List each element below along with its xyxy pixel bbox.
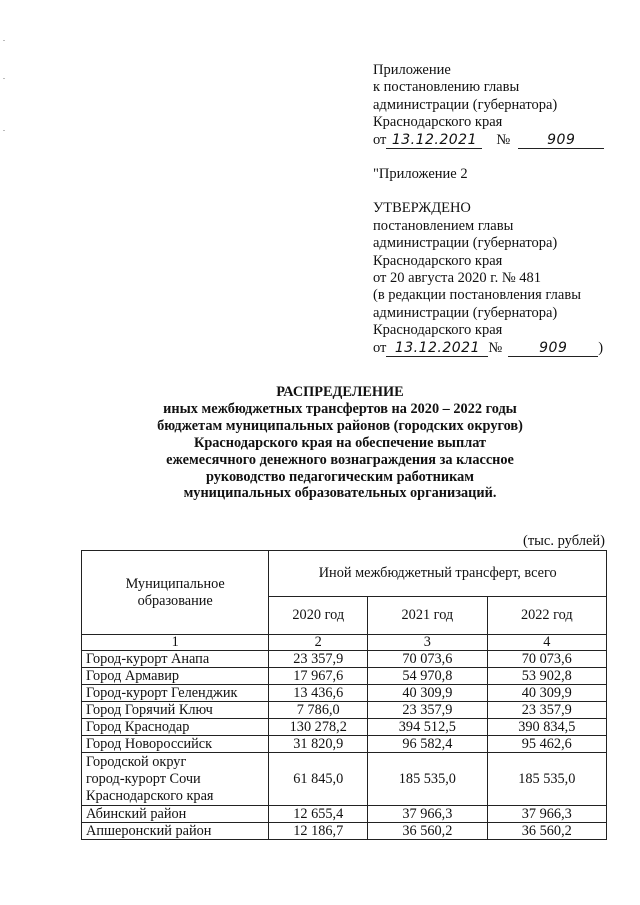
value-2022: 40 309,9 <box>487 685 606 702</box>
title-line: ежемесячного денежного вознаграждения за классное <box>166 451 514 468</box>
approval-date-row <box>373 340 623 357</box>
value-2021: 36 560,2 <box>368 823 487 840</box>
table-row <box>82 736 607 753</box>
value-2022: 70 073,6 <box>487 651 606 668</box>
table-row <box>82 685 607 702</box>
column-number: 4 <box>487 635 606 651</box>
handwritten-number: 909 <box>518 133 604 149</box>
header-transfer: Иной межбюджетный трансферт, всего <box>269 551 607 597</box>
scan-mark <box>3 40 5 41</box>
appendix-line: Краснодарского края <box>373 114 503 131</box>
table-row <box>82 823 607 840</box>
document-title <box>120 384 560 502</box>
title-heading: РАСПРЕДЕЛЕНИЕ <box>276 384 404 400</box>
closing-paren: ) <box>598 339 604 356</box>
municipality-name: Город-курорт Геленджик <box>82 685 269 702</box>
table-header-row <box>82 551 607 597</box>
value-2020: 13 436,6 <box>269 685 368 702</box>
value-2021: 70 073,6 <box>368 651 487 668</box>
appendix-line: администрации (губернатора) <box>373 96 558 113</box>
value-2020: 7 786,0 <box>269 702 368 719</box>
municipality-name: Апшеронский район <box>82 823 269 840</box>
approval-line: (в редакции постановления главы <box>373 287 581 304</box>
table-row <box>82 702 607 719</box>
approval-line: администрации (губернатора) <box>373 235 558 252</box>
title-line: муниципальных образовательных организаций. <box>183 485 497 502</box>
unit-label: (тыс. рублей) <box>523 533 605 549</box>
approval-line: от 20 августа 2020 г. № 481 <box>373 270 542 287</box>
header-year: 2022 год <box>487 597 606 635</box>
municipality-name: Город Армавир <box>82 668 269 685</box>
table-row <box>82 651 607 668</box>
value-2022: 37 966,3 <box>487 806 606 823</box>
number-sign: № <box>496 131 511 148</box>
handwritten-date: 13.12.2021 <box>386 341 488 357</box>
approval-line: Краснодарского края <box>373 322 503 339</box>
approved-label: УТВЕРЖДЕНО <box>373 200 471 217</box>
appendix-line: к постановлению главы <box>373 79 520 96</box>
appendix-date-row <box>373 132 623 149</box>
municipality-name-line: Краснодарского края <box>86 787 214 804</box>
value-2022: 23 357,9 <box>487 702 606 719</box>
municipality-name <box>82 753 269 806</box>
header-municipality: Муниципальное образование <box>82 551 269 635</box>
title-line: бюджетам муниципальных районов (городских округов) <box>157 417 523 434</box>
appendix-reference: "Приложение 2 <box>373 166 468 183</box>
handwritten-number: 909 <box>508 341 598 357</box>
municipality-name: Город Краснодар <box>82 719 269 736</box>
municipality-name: Город Новороссийск <box>82 736 269 753</box>
table-row <box>82 719 607 736</box>
date-prefix: от <box>373 339 387 356</box>
value-2020: 12 655,4 <box>269 806 368 823</box>
value-2022: 53 902,8 <box>487 668 606 685</box>
value-2020: 61 845,0 <box>269 753 368 806</box>
approval-line: постановлением главы <box>373 217 514 234</box>
value-2021: 394 512,5 <box>368 719 487 736</box>
table-row <box>82 753 607 806</box>
value-2021: 37 966,3 <box>368 806 487 823</box>
title-line: иных межбюджетных трансфертов на 2020 – 2022 годы <box>163 400 517 417</box>
municipality-name: Город Горячий Ключ <box>82 702 269 719</box>
appendix-block <box>373 62 623 357</box>
value-2022: 390 834,5 <box>487 719 606 736</box>
value-2022: 95 462,6 <box>487 736 606 753</box>
scan-mark <box>3 78 5 79</box>
value-2020: 12 186,7 <box>269 823 368 840</box>
approval-line: Краснодарского края <box>373 252 503 269</box>
value-2022: 185 535,0 <box>487 753 606 806</box>
header-year: 2020 год <box>269 597 368 635</box>
header-year: 2021 год <box>368 597 487 635</box>
municipality-name: Абинский район <box>82 806 269 823</box>
distribution-table <box>81 550 607 840</box>
column-number: 1 <box>82 635 269 651</box>
column-number: 3 <box>368 635 487 651</box>
value-2021: 23 357,9 <box>368 702 487 719</box>
appendix-line: Приложение <box>373 62 451 78</box>
value-2020: 130 278,2 <box>269 719 368 736</box>
value-2021: 185 535,0 <box>368 753 487 806</box>
value-2020: 31 820,9 <box>269 736 368 753</box>
municipality-name-line: Городской округ <box>86 753 187 770</box>
value-2020: 17 967,6 <box>269 668 368 685</box>
value-2022: 36 560,2 <box>487 823 606 840</box>
handwritten-date: 13.12.2021 <box>386 133 482 149</box>
scan-mark <box>3 130 5 131</box>
table-row <box>82 806 607 823</box>
table-row <box>82 668 607 685</box>
value-2021: 40 309,9 <box>368 685 487 702</box>
municipality-name-line: город-курорт Сочи <box>86 770 201 787</box>
number-sign: № <box>488 339 503 356</box>
approval-line: администрации (губернатора) <box>373 304 558 321</box>
column-number-row <box>82 635 607 651</box>
title-line: Краснодарского края на обеспечение выплат <box>193 434 487 451</box>
value-2020: 23 357,9 <box>269 651 368 668</box>
column-number: 2 <box>269 635 368 651</box>
title-line: руководство педагогическим работникам <box>206 468 474 485</box>
value-2021: 54 970,8 <box>368 668 487 685</box>
date-prefix: от <box>373 131 387 148</box>
value-2021: 96 582,4 <box>368 736 487 753</box>
municipality-name: Город-курорт Анапа <box>82 651 269 668</box>
